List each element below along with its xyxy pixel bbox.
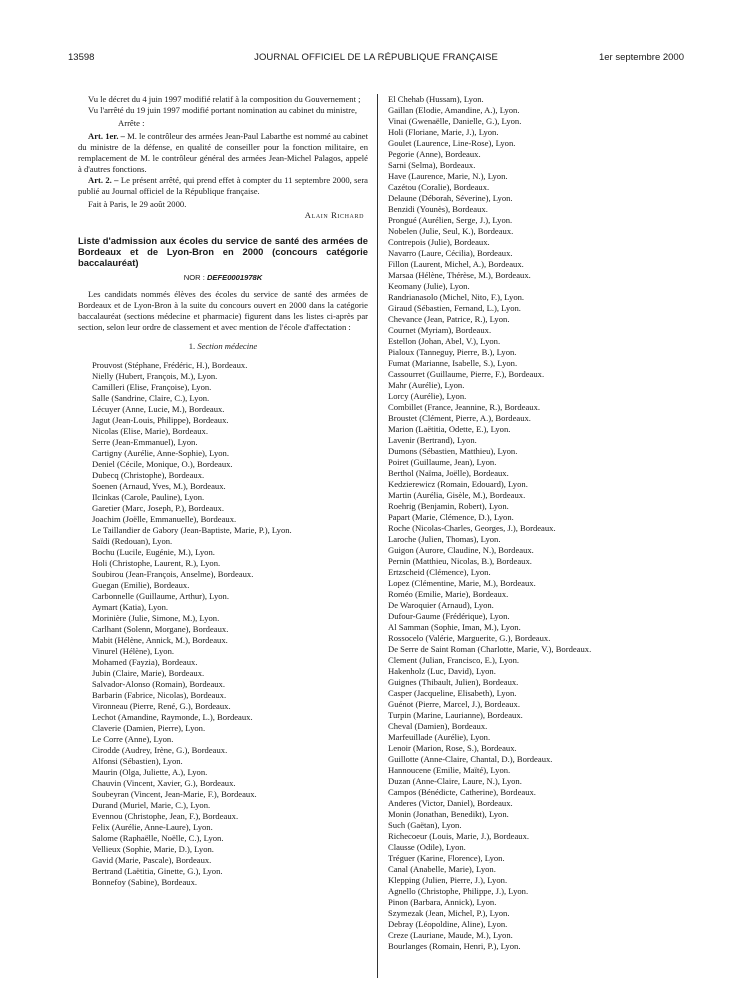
list-item: Cournet (Myriam), Bordeaux.: [388, 325, 492, 335]
list-item: Rossocelo (Valérie, Marguerite, G.), Bordeaux.: [388, 633, 551, 643]
list-item: Tréguer (Karine, Florence), Lyon.: [388, 853, 505, 863]
list-item: Roehrig (Benjamin, Robert), Lyon.: [388, 501, 509, 511]
list-item: Papart (Marie, Clémence, D.), Lyon.: [388, 512, 514, 522]
list-item: Debray (Léopoldine, Aline), Lyon.: [388, 919, 508, 929]
list-item: Cirodde (Audrey, Irène, G.), Bordeaux.: [92, 745, 228, 755]
article-1-text: M. le contrôleur des armées Jean-Paul Labarthe est nommé au cabinet du ministre de la défense, en qualité de conseiller pour la fonction militaire, en remplacement de M. le contrôleur général des armées Jean-Michel Palagos, appelé à d'autres fonctions.: [78, 131, 368, 174]
list-item: Vinai (Gwenaëlle, Danielle, G.), Lyon.: [388, 116, 522, 126]
list-item: Fillon (Laurent, Michel, A.), Bordeaux.: [388, 259, 524, 269]
list-item: Guillotte (Anne-Claire, Chantal, D.), Bordeaux.: [388, 754, 553, 764]
list-item: Salvador-Alonso (Romain), Bordeaux.: [92, 679, 226, 689]
list-item: Garetier (Marc, Joseph, P.), Bordeaux.: [92, 503, 224, 513]
list-item: Marion (Laëtitia, Odette, E.), Lyon.: [388, 424, 511, 434]
list-item: Durand (Muriel, Marie, C.), Lyon.: [92, 800, 211, 810]
list-item: Morinière (Julie, Simone, M.), Lyon.: [92, 613, 220, 623]
list-item: Guigon (Aurore, Claudine, N.), Bordeaux.: [388, 545, 534, 555]
list-item: Duzan (Anne-Claire, Laure, N.), Lyon.: [388, 776, 522, 786]
list-item: Navarro (Laure, Cécilia), Bordeaux.: [388, 248, 513, 258]
list-item: De Serre de Saint Roman (Charlotte, Marie, V.), Bordeaux.: [388, 644, 592, 654]
list-item: Gaillan (Elodie, Amandine, A.), Lyon.: [388, 105, 520, 115]
list-item: Nielly (Hubert, François, M.), Lyon.: [92, 371, 218, 381]
list-item: Anderes (Victor, Daniel), Bordeaux.: [388, 798, 513, 808]
list-item: Hakenholz (Luc, David), Lyon.: [388, 666, 496, 676]
list-item: Guénot (Pierre, Marcel, J.), Bordeaux.: [388, 699, 520, 709]
article-2-label: Art. 2. –: [88, 175, 119, 185]
list-item: Delaune (Déborah, Séverine), Lyon.: [388, 193, 513, 203]
list-item: Holi (Floriane, Marie, J.), Lyon.: [388, 127, 499, 137]
list-item: Szymezak (Jean, Michel, P.), Lyon.: [388, 908, 510, 918]
signature: Alain Richard: [304, 210, 364, 220]
column-divider: [377, 94, 378, 978]
list-item: Sarni (Selma), Bordeaux.: [388, 160, 476, 170]
list-item: Lavenir (Bertrand), Lyon.: [388, 435, 477, 445]
list-item: Benzidi (Younès), Bordeaux.: [388, 204, 488, 214]
list-item: Vellieux (Sophie, Marie, D.), Lyon.: [92, 844, 214, 854]
list-item: Dufour-Gaume (Frédérique), Lyon.: [388, 611, 510, 621]
page-header: [68, 52, 684, 66]
list-item: Dubecq (Christophe), Bordeaux.: [92, 470, 205, 480]
article-2-text: Le présent arrêté, qui prend effet à compter du 11 septembre 2000, sera publié au Journal officiel de la République française.: [78, 175, 368, 196]
decree-fait: Fait à Paris, le 29 août 2000.: [88, 199, 187, 209]
section-title: Section médecine: [197, 341, 258, 351]
list-item: Poiret (Guillaume, Jean), Lyon.: [388, 457, 497, 467]
list-item: Camilleri (Elise, Françoise), Lyon.: [92, 382, 212, 392]
list-item: Serre (Jean-Emmanuel), Lyon.: [92, 437, 198, 447]
list-item: Chevance (Jean, Patrice, R.), Lyon.: [388, 314, 510, 324]
list-item: Alfonsi (Sébastien), Lyon.: [92, 756, 183, 766]
list-item: Guegan (Emilie), Bordeaux.: [92, 580, 190, 590]
list-item: Ilcinkas (Carole, Pauline), Lyon.: [92, 492, 205, 502]
list-item: Klepping (Julien, Pierre, J.), Lyon.: [388, 875, 508, 885]
page-number: 13598: [68, 52, 95, 63]
list-item: Cassourret (Guillaume, Pierre, F.), Bordeaux.: [388, 369, 545, 379]
list-title: Liste d'admission aux écoles du service de santé des armées de Bordeaux et de Lyon-Bron en 2000 (concours catégorie baccalauréat): [78, 235, 368, 268]
list-item: Pernin (Matthieu, Nicolas, B.), Bordeaux.: [388, 556, 532, 566]
list-item: Roméo (Emilie, Marie), Bordeaux.: [388, 589, 509, 599]
left-column: [78, 94, 368, 888]
list-item: Carlhant (Solenn, Morgane), Bordeaux.: [92, 624, 229, 634]
list-item: Jubin (Claire, Marie), Bordeaux.: [92, 668, 205, 678]
list-item: Le Taillandier de Gabory (Jean-Baptiste, Marie, P.), Lyon.: [92, 525, 292, 535]
decree-vu-1: Vu le décret du 4 juin 1997 modifié relatif à la composition du Gouvernement ;: [88, 94, 361, 104]
journal-title: JOURNAL OFFICIEL DE LA RÉPUBLIQUE FRANÇAISE: [254, 52, 498, 63]
list-item: Giraud (Sébastien, Fernand, L.), Lyon.: [388, 303, 521, 313]
list-item: Have (Laurence, Marie, N.), Lyon.: [388, 171, 508, 181]
list-item: Nobelen (Julie, Seul, K.), Bordeaux.: [388, 226, 514, 236]
list-item: Holi (Christophe, Laurent, R.), Lyon.: [92, 558, 221, 568]
list-item: Campos (Bénédicte, Catherine), Bordeaux.: [388, 787, 536, 797]
list-item: Carbonnelle (Guillaume, Arthur), Lyon.: [92, 591, 229, 601]
list-item: Vironneau (Pierre, René, G.), Bordeaux.: [92, 701, 231, 711]
decree-article-1: [78, 131, 368, 175]
list-item: Joachim (Joëlle, Emmanuelle), Bordeaux.: [92, 514, 237, 524]
list-item: Pialoux (Tanneguy, Pierre, B.), Lyon.: [388, 347, 517, 357]
list-item: Martin (Aurélia, Gisèle, M.), Bordeaux.: [388, 490, 526, 500]
list-item: Monin (Jonathan, Benedikt), Lyon.: [388, 809, 509, 819]
list-item: Nicolas (Elise, Marie), Bordeaux.: [92, 426, 208, 436]
list-item: Randrianasolo (Michel, Nito, F.), Lyon.: [388, 292, 525, 302]
list-item: Laroche (Julien, Thomas), Lyon.: [388, 534, 501, 544]
decree-arrete: Arrête :: [118, 118, 145, 128]
list-item: Le Corre (Anne), Lyon.: [92, 734, 174, 744]
list-item: Bochu (Lucile, Eugénie, M.), Lyon.: [92, 547, 215, 557]
list-item: Canal (Anabelle, Marie), Lyon.: [388, 864, 496, 874]
publication-date: 1er septembre 2000: [598, 52, 684, 63]
list-item: Marfeuillade (Aurélie), Lyon.: [388, 732, 491, 742]
list-item: Pegorie (Anne), Bordeaux.: [388, 149, 481, 159]
list-item: Agnello (Christophe, Philippe, J.), Lyon.: [388, 886, 529, 896]
list-item: Roche (Nicolas-Charles, Georges, J.), Bordeaux.: [388, 523, 556, 533]
list-item: Kedzierewicz (Romain, Edouard), Lyon.: [388, 479, 528, 489]
section-heading: [78, 341, 368, 352]
list-item: Bonnefoy (Sabine), Bordeaux.: [92, 877, 198, 887]
signature-line: [78, 210, 368, 221]
list-item: Dumons (Sébastien, Matthieu), Lyon.: [388, 446, 518, 456]
list-item: De Waroquier (Arnaud), Lyon.: [388, 600, 494, 610]
list-item: Prouvost (Stéphane, Frédéric, H.), Bordeaux.: [92, 360, 248, 370]
list-item: Lorcy (Aurélie), Lyon.: [388, 391, 467, 401]
list-item: Clausse (Odile), Lyon.: [388, 842, 466, 852]
list-item: Goulet (Laurence, Line-Rose), Lyon.: [388, 138, 516, 148]
list-item: Cheval (Damien), Bordeaux.: [388, 721, 488, 731]
list-item: Lécuyer (Anne, Lucie, M.), Bordeaux.: [92, 404, 225, 414]
section-number: 1.: [188, 341, 196, 351]
list-item: Claverie (Damien, Pierre), Lyon.: [92, 723, 206, 733]
list-item: Soubeyran (Vincent, Jean-Marie, F.), Bordeaux.: [92, 789, 257, 799]
list-item: Guignes (Thibault, Julien), Bordeaux.: [388, 677, 519, 687]
list-item: Vinurel (Hélène), Lyon.: [92, 646, 175, 656]
list-item: Keomany (Julie), Lyon.: [388, 281, 470, 291]
list-intro: Les candidats nommés élèves des écoles du service de santé des armées de Bordeaux et de Lyon-Bron à la suite du concours ouvert en 2000 dans la catégorie baccalauréat (sections médecine et pharmacie) figurent dans les listes ci-après par section, selon leur ordre de classement et avec mention de l'école d'affectation :: [78, 289, 368, 332]
list-item: Pinon (Barbara, Annick), Lyon.: [388, 897, 497, 907]
list-item: Evennou (Christophe, Jean, F.), Bordeaux.: [92, 811, 239, 821]
list-item: Jagut (Jean-Louis, Philippe), Bordeaux.: [92, 415, 229, 425]
list-item: Chauvin (Vincent, Xavier, G.), Bordeaux.: [92, 778, 236, 788]
nor-label: NOR :: [183, 273, 205, 282]
list-item: Soenen (Arnaud, Yves, M.), Bordeaux.: [92, 481, 226, 491]
list-item: Mohamed (Fayzia), Bordeaux.: [92, 657, 198, 667]
left-name-list: [78, 360, 368, 888]
nor-line: [78, 272, 368, 283]
list-item: Creze (Lauriane, Maude, M.), Lyon.: [388, 930, 513, 940]
list-item: Bourlanges (Romain, Henri, P.), Lyon.: [388, 941, 521, 951]
decree-article-2: [78, 175, 368, 197]
list-item: Aymart (Katia), Lyon.: [92, 602, 169, 612]
decree-vu-2: Vu l'arrêté du 19 juin 1997 modifié portant nomination au cabinet du ministre,: [88, 105, 358, 115]
right-column: [388, 94, 688, 952]
list-item: Mabit (Hélène, Annick, M.), Bordeaux.: [92, 635, 228, 645]
list-item: Bertrand (Laëtitia, Ginette, G.), Lyon.: [92, 866, 223, 876]
list-item: Saïdi (Redouan), Lyon.: [92, 536, 173, 546]
list-item: Soubirou (Jean-François, Anselme), Bordeaux.: [92, 569, 254, 579]
list-item: Lenoir (Marion, Rose, S.), Bordeaux.: [388, 743, 517, 753]
list-item: Salome (Raphaëlle, Noëlle, C.), Lyon.: [92, 833, 224, 843]
nor-code: DEFE0001978K: [206, 273, 263, 282]
list-item: Estellon (Johan, Abel, V.), Lyon.: [388, 336, 501, 346]
list-item: Lopez (Clémentine, Marie, M.), Bordeaux.: [388, 578, 536, 588]
list-item: Maurin (Olga, Juliette, A.), Lyon.: [92, 767, 208, 777]
right-name-list: [388, 94, 688, 952]
list-item: Clement (Julian, Francisco, E.), Lyon.: [388, 655, 520, 665]
list-item: Such (Gaëtan), Lyon.: [388, 820, 462, 830]
list-item: Fumat (Marianne, Isabelle, S.), Lyon.: [388, 358, 518, 368]
article-1-label: Art. 1er. –: [88, 131, 125, 141]
list-item: Deniel (Cécile, Monique, O.), Bordeaux.: [92, 459, 233, 469]
list-item: Casper (Jacqueline, Elisabeth), Lyon.: [388, 688, 517, 698]
list-item: Cazétou (Coralie), Bordeaux.: [388, 182, 490, 192]
list-item: Felix (Aurélie, Anne-Laure), Lyon.: [92, 822, 213, 832]
list-item: Prongué (Aurélien, Serge, J.), Lyon.: [388, 215, 513, 225]
list-item: El Chehab (Hussam), Lyon.: [388, 94, 484, 104]
list-item: Hannoucene (Emilie, Maïté), Lyon.: [388, 765, 511, 775]
list-item: Mahr (Aurélie), Lyon.: [388, 380, 465, 390]
list-item: Salle (Sandrine, Claire, C.), Lyon.: [92, 393, 210, 403]
list-item: Marsaa (Hélène, Thérèse, M.), Bordeaux.: [388, 270, 531, 280]
list-item: Combillet (France, Jeannine, R.), Bordeaux.: [388, 402, 541, 412]
list-item: Broustet (Clément, Pierre, A.), Bordeaux.: [388, 413, 531, 423]
list-item: Ertzscheid (Clémence), Lyon.: [388, 567, 491, 577]
list-item: Al Samman (Sophie, Iman, M.), Lyon.: [388, 622, 521, 632]
list-item: Contrepois (Julie), Bordeaux.: [388, 237, 490, 247]
list-item: Berthol (Naïma, Joëlle), Bordeaux.: [388, 468, 509, 478]
list-item: Cartigny (Aurélie, Anne-Sophie), Lyon.: [92, 448, 229, 458]
list-item: Barbarin (Fabrice, Nicolas), Bordeaux.: [92, 690, 227, 700]
list-item: Lechot (Amandine, Raymonde, L.), Bordeaux.: [92, 712, 253, 722]
list-item: Turpin (Marine, Laurianne), Bordeaux.: [388, 710, 523, 720]
list-item: Gavid (Marie, Pascale), Bordeaux.: [92, 855, 212, 865]
list-item: Richecoeur (Louis, Marie, J.), Bordeaux.: [388, 831, 530, 841]
